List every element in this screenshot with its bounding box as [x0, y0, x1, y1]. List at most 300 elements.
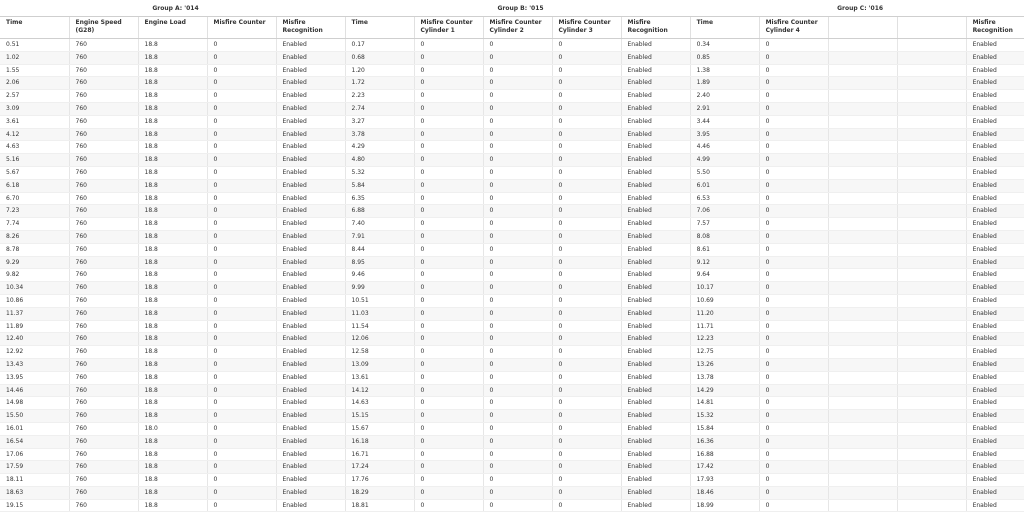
table-cell: Enabled — [276, 77, 345, 90]
table-cell: 0 — [483, 192, 552, 205]
table-row — [0, 115, 1024, 128]
table-cell: 18.8 — [138, 307, 207, 320]
table-row — [0, 141, 1024, 154]
table-cell: 14.63 — [345, 397, 414, 410]
table-cell: Enabled — [966, 141, 1024, 154]
table-cell: 0 — [414, 256, 483, 269]
table-cell: 11.20 — [690, 307, 759, 320]
table-cell: 0 — [414, 371, 483, 384]
table-cell: 0 — [414, 307, 483, 320]
table-cell: 9.64 — [690, 269, 759, 282]
table-row — [0, 486, 1024, 499]
table-cell: 0 — [207, 192, 276, 205]
column-header[interactable]: Misfire Counter Cylinder 4 — [759, 17, 828, 39]
table-cell: Enabled — [621, 358, 690, 371]
table-cell: Enabled — [966, 422, 1024, 435]
table-cell: Enabled — [621, 371, 690, 384]
table-cell — [897, 307, 966, 320]
column-header[interactable]: Misfire Recognition — [621, 17, 690, 39]
table-cell: 9.82 — [0, 269, 69, 282]
table-cell — [897, 141, 966, 154]
table-cell: 18.8 — [138, 410, 207, 423]
group-header-row — [0, 0, 1024, 17]
table-cell: 9.46 — [345, 269, 414, 282]
table-cell: 0 — [207, 128, 276, 141]
table-cell — [897, 154, 966, 167]
table-cell: 18.8 — [138, 90, 207, 103]
table-cell: 18.8 — [138, 282, 207, 295]
table-cell — [897, 410, 966, 423]
table-cell: 0 — [414, 102, 483, 115]
table-cell — [828, 397, 897, 410]
table-cell: 18.8 — [138, 154, 207, 167]
table-cell: 0 — [207, 474, 276, 487]
table-cell: 0 — [759, 192, 828, 205]
table-cell: 13.43 — [0, 358, 69, 371]
table-cell: 0 — [414, 154, 483, 167]
table-cell: 0 — [207, 64, 276, 77]
table-cell: 0 — [414, 269, 483, 282]
table-cell: 760 — [69, 422, 138, 435]
table-cell: Enabled — [966, 499, 1024, 512]
table-cell: 0 — [483, 320, 552, 333]
table-cell: 18.8 — [138, 39, 207, 52]
table-cell: 0 — [414, 192, 483, 205]
table-row — [0, 461, 1024, 474]
table-cell: 0 — [207, 499, 276, 512]
table-cell: 0 — [552, 141, 621, 154]
column-header[interactable]: Engine Load — [138, 17, 207, 39]
table-cell: 0 — [414, 141, 483, 154]
table-cell: 18.8 — [138, 166, 207, 179]
table-cell: 18.8 — [138, 256, 207, 269]
table-cell: 11.71 — [690, 320, 759, 333]
table-cell: 0 — [552, 384, 621, 397]
table-cell: Enabled — [621, 154, 690, 167]
table-cell: 3.27 — [345, 115, 414, 128]
table-cell: 0 — [483, 256, 552, 269]
table-cell: Enabled — [621, 192, 690, 205]
table-cell: Enabled — [621, 307, 690, 320]
table-cell: 0 — [552, 499, 621, 512]
table-cell: Enabled — [966, 384, 1024, 397]
table-cell: 12.40 — [0, 333, 69, 346]
table-cell: 13.09 — [345, 358, 414, 371]
table-row — [0, 448, 1024, 461]
table-cell — [897, 192, 966, 205]
table-cell: 5.84 — [345, 179, 414, 192]
table-cell: Enabled — [621, 282, 690, 295]
table-cell: 760 — [69, 39, 138, 52]
table-cell: 0 — [207, 371, 276, 384]
table-cell: 0 — [759, 51, 828, 64]
table-cell — [828, 269, 897, 282]
table-row — [0, 166, 1024, 179]
table-cell — [897, 243, 966, 256]
table-cell: 0 — [414, 397, 483, 410]
table-cell: 760 — [69, 230, 138, 243]
table-cell: Enabled — [966, 192, 1024, 205]
table-cell — [897, 205, 966, 218]
table-row — [0, 307, 1024, 320]
table-cell: 0 — [552, 154, 621, 167]
table-cell: 5.67 — [0, 166, 69, 179]
table-cell: Enabled — [621, 205, 690, 218]
table-cell: 0 — [414, 422, 483, 435]
table-cell: 12.75 — [690, 346, 759, 359]
table-cell: Enabled — [276, 461, 345, 474]
table-cell: 760 — [69, 77, 138, 90]
table-cell: 0 — [414, 128, 483, 141]
table-cell: 760 — [69, 282, 138, 295]
table-row — [0, 269, 1024, 282]
table-cell — [828, 422, 897, 435]
table-cell: 18.8 — [138, 192, 207, 205]
table-cell: Enabled — [966, 474, 1024, 487]
table-cell: 760 — [69, 461, 138, 474]
table-cell: 18.8 — [138, 346, 207, 359]
table-cell: 8.95 — [345, 256, 414, 269]
table-row — [0, 282, 1024, 295]
column-header[interactable]: Misfire Counter Cylinder 1 — [414, 17, 483, 39]
table-cell — [897, 371, 966, 384]
table-row — [0, 397, 1024, 410]
table-cell: 6.18 — [0, 179, 69, 192]
table-cell: 0 — [414, 205, 483, 218]
table-cell — [828, 448, 897, 461]
table-cell: 0 — [759, 358, 828, 371]
table-cell: Enabled — [276, 422, 345, 435]
table-cell: 0 — [414, 218, 483, 231]
table-cell: 0 — [483, 51, 552, 64]
table-cell: 0 — [207, 410, 276, 423]
column-header[interactable]: Time — [0, 17, 69, 39]
table-cell: Enabled — [276, 358, 345, 371]
table-cell: 8.61 — [690, 243, 759, 256]
table-cell: 16.54 — [0, 435, 69, 448]
table-cell: 0 — [207, 384, 276, 397]
table-cell: Enabled — [276, 166, 345, 179]
table-cell: 0 — [414, 166, 483, 179]
table-cell: 16.18 — [345, 435, 414, 448]
table-cell: 0 — [483, 166, 552, 179]
table-cell: 7.06 — [690, 205, 759, 218]
table-cell: 17.59 — [0, 461, 69, 474]
table-cell — [897, 358, 966, 371]
table-cell: 0 — [759, 205, 828, 218]
table-cell: 18.11 — [0, 474, 69, 487]
table-cell: 11.89 — [0, 320, 69, 333]
table-cell: 0 — [759, 77, 828, 90]
table-cell: 18.8 — [138, 77, 207, 90]
column-header[interactable]: Time — [690, 17, 759, 39]
table-cell: Enabled — [621, 474, 690, 487]
column-header[interactable]: Misfire Counter — [207, 17, 276, 39]
table-cell: 0 — [759, 435, 828, 448]
table-cell — [828, 358, 897, 371]
table-cell: 0 — [759, 307, 828, 320]
table-cell: 760 — [69, 218, 138, 231]
column-header[interactable]: Time — [345, 17, 414, 39]
table-cell: 18.8 — [138, 371, 207, 384]
table-cell: Enabled — [276, 218, 345, 231]
table-cell: 0 — [483, 346, 552, 359]
table-cell: Enabled — [966, 90, 1024, 103]
table-cell: 18.8 — [138, 486, 207, 499]
table-cell: 0 — [414, 448, 483, 461]
table-cell: Enabled — [276, 230, 345, 243]
table-cell: 0 — [552, 256, 621, 269]
column-header[interactable] — [828, 17, 897, 39]
table-cell — [897, 90, 966, 103]
table-row — [0, 499, 1024, 512]
table-row — [0, 192, 1024, 205]
table-cell — [828, 486, 897, 499]
table-cell: 18.8 — [138, 269, 207, 282]
table-cell: Enabled — [966, 333, 1024, 346]
table-cell: 0 — [483, 128, 552, 141]
table-cell: 0 — [414, 115, 483, 128]
table-cell — [828, 166, 897, 179]
table-cell: 1.55 — [0, 64, 69, 77]
column-header[interactable]: Misfire Counter Cylinder 2 — [483, 17, 552, 39]
table-cell: 0 — [414, 243, 483, 256]
table-cell: 3.95 — [690, 128, 759, 141]
table-cell: Enabled — [276, 243, 345, 256]
table-cell: 3.78 — [345, 128, 414, 141]
table-cell: 14.81 — [690, 397, 759, 410]
table-cell: Enabled — [276, 179, 345, 192]
table-cell: 16.01 — [0, 422, 69, 435]
table-row — [0, 90, 1024, 103]
table-cell: 18.8 — [138, 320, 207, 333]
table-cell: 0 — [552, 102, 621, 115]
table-cell: 0 — [483, 282, 552, 295]
table-cell: 760 — [69, 307, 138, 320]
table-cell: 18.8 — [138, 461, 207, 474]
table-cell: 0 — [759, 243, 828, 256]
table-cell: 0 — [414, 320, 483, 333]
table-cell: Enabled — [276, 269, 345, 282]
table-row — [0, 218, 1024, 231]
table-cell: 0 — [414, 51, 483, 64]
table-cell: 0 — [207, 333, 276, 346]
table-row — [0, 243, 1024, 256]
table-cell: Enabled — [621, 333, 690, 346]
table-row — [0, 358, 1024, 371]
table-cell: 2.57 — [0, 90, 69, 103]
table-cell: 0 — [414, 333, 483, 346]
table-cell: Enabled — [966, 486, 1024, 499]
table-cell: 0 — [759, 486, 828, 499]
table-cell: 18.8 — [138, 230, 207, 243]
table-cell: 0 — [207, 51, 276, 64]
table-cell: 0 — [552, 371, 621, 384]
table-row — [0, 102, 1024, 115]
table-cell: 0 — [759, 346, 828, 359]
table-cell — [828, 384, 897, 397]
table-cell: Enabled — [621, 435, 690, 448]
table-cell — [828, 256, 897, 269]
table-cell: 0 — [552, 320, 621, 333]
table-cell: 0 — [414, 294, 483, 307]
table-row — [0, 51, 1024, 64]
table-cell: Enabled — [621, 115, 690, 128]
table-cell: Enabled — [276, 90, 345, 103]
table-cell: 18.99 — [690, 499, 759, 512]
table-cell: 0 — [552, 410, 621, 423]
table-cell: 0 — [207, 90, 276, 103]
table-cell: 0 — [483, 115, 552, 128]
table-cell: 0 — [414, 358, 483, 371]
table-cell: Enabled — [276, 384, 345, 397]
table-cell: 0 — [552, 179, 621, 192]
column-header[interactable]: Engine Speed (G28) — [69, 17, 138, 39]
table-cell: 0 — [483, 64, 552, 77]
table-cell — [828, 371, 897, 384]
table-cell: 13.95 — [0, 371, 69, 384]
column-header[interactable] — [897, 17, 966, 39]
table-cell: 18.8 — [138, 474, 207, 487]
table-cell: Enabled — [276, 307, 345, 320]
table-cell: 18.8 — [138, 358, 207, 371]
table-cell: 0 — [552, 230, 621, 243]
table-cell: 15.84 — [690, 422, 759, 435]
table-cell: 760 — [69, 474, 138, 487]
table-cell: Enabled — [966, 115, 1024, 128]
table-cell: 0 — [552, 128, 621, 141]
group-c-header: Group C: '016 — [837, 4, 884, 12]
table-cell: Enabled — [621, 397, 690, 410]
table-cell — [828, 192, 897, 205]
table-cell: 0 — [414, 461, 483, 474]
table-cell: 760 — [69, 128, 138, 141]
table-cell: 4.80 — [345, 154, 414, 167]
table-cell: 0 — [552, 218, 621, 231]
table-cell: 0 — [414, 230, 483, 243]
table-cell: 0 — [414, 346, 483, 359]
table-cell: 2.91 — [690, 102, 759, 115]
table-cell: 760 — [69, 435, 138, 448]
table-body — [0, 39, 1024, 512]
table-cell — [828, 320, 897, 333]
table-cell: 6.01 — [690, 179, 759, 192]
table-cell: 0 — [483, 141, 552, 154]
table-cell: 4.99 — [690, 154, 759, 167]
table-cell: Enabled — [966, 51, 1024, 64]
table-cell: 18.8 — [138, 499, 207, 512]
table-cell: Enabled — [276, 115, 345, 128]
table-cell: 5.16 — [0, 154, 69, 167]
table-cell: 1.89 — [690, 77, 759, 90]
table-cell: 6.53 — [690, 192, 759, 205]
table-cell — [897, 269, 966, 282]
table-cell: Enabled — [966, 256, 1024, 269]
table-cell: 7.57 — [690, 218, 759, 231]
table-cell: 0 — [483, 77, 552, 90]
table-cell — [897, 128, 966, 141]
table-cell: 13.61 — [345, 371, 414, 384]
table-cell: 0 — [207, 141, 276, 154]
table-cell — [897, 320, 966, 333]
table-cell: 4.29 — [345, 141, 414, 154]
table-cell: 760 — [69, 192, 138, 205]
table-row — [0, 256, 1024, 269]
table-cell: Enabled — [966, 269, 1024, 282]
table-cell: Enabled — [621, 486, 690, 499]
table-cell: 760 — [69, 269, 138, 282]
table-cell: 17.24 — [345, 461, 414, 474]
table-cell: Enabled — [966, 320, 1024, 333]
table-cell: 0 — [207, 422, 276, 435]
table-cell: 0 — [759, 128, 828, 141]
table-row — [0, 435, 1024, 448]
table-cell: 7.74 — [0, 218, 69, 231]
table-cell — [897, 64, 966, 77]
table-cell: 11.54 — [345, 320, 414, 333]
table-cell: Enabled — [276, 256, 345, 269]
table-cell: Enabled — [276, 410, 345, 423]
table-cell: 0 — [207, 166, 276, 179]
table-cell: 0 — [552, 486, 621, 499]
table-cell: 0 — [552, 115, 621, 128]
column-header[interactable]: Misfire Recognition — [966, 17, 1024, 39]
table-cell — [897, 384, 966, 397]
table-cell: 760 — [69, 256, 138, 269]
table-cell: 0 — [483, 371, 552, 384]
table-cell: 0 — [759, 166, 828, 179]
table-cell: 0 — [207, 39, 276, 52]
table-cell — [828, 346, 897, 359]
table-cell: 760 — [69, 486, 138, 499]
table-cell: 8.44 — [345, 243, 414, 256]
table-cell: 760 — [69, 154, 138, 167]
table-cell — [897, 39, 966, 52]
table-cell: 760 — [69, 320, 138, 333]
table-cell — [897, 346, 966, 359]
table-row — [0, 422, 1024, 435]
table-cell: Enabled — [966, 205, 1024, 218]
table-cell: Enabled — [621, 128, 690, 141]
table-cell: 0 — [759, 115, 828, 128]
table-cell: 0 — [483, 230, 552, 243]
table-cell: 10.86 — [0, 294, 69, 307]
table-cell: Enabled — [621, 39, 690, 52]
table-cell: 2.23 — [345, 90, 414, 103]
table-cell: 760 — [69, 90, 138, 103]
table-cell: 10.17 — [690, 282, 759, 295]
table-cell: Enabled — [966, 218, 1024, 231]
table-cell: Enabled — [621, 384, 690, 397]
table-cell: 0 — [207, 256, 276, 269]
table-cell: 0 — [483, 474, 552, 487]
column-header[interactable]: Misfire Counter Cylinder 3 — [552, 17, 621, 39]
table-cell: 0 — [414, 77, 483, 90]
table-cell: 760 — [69, 294, 138, 307]
table-cell: 0 — [759, 410, 828, 423]
column-header[interactable]: Misfire Recognition — [276, 17, 345, 39]
table-cell: Enabled — [276, 397, 345, 410]
table-cell: Enabled — [621, 256, 690, 269]
table-cell: 0 — [552, 461, 621, 474]
table-cell: 8.78 — [0, 243, 69, 256]
table-cell: 0 — [759, 64, 828, 77]
table-cell — [897, 115, 966, 128]
table-cell: Enabled — [966, 346, 1024, 359]
table-cell: 760 — [69, 499, 138, 512]
table-cell: 0 — [759, 294, 828, 307]
table-cell — [897, 397, 966, 410]
